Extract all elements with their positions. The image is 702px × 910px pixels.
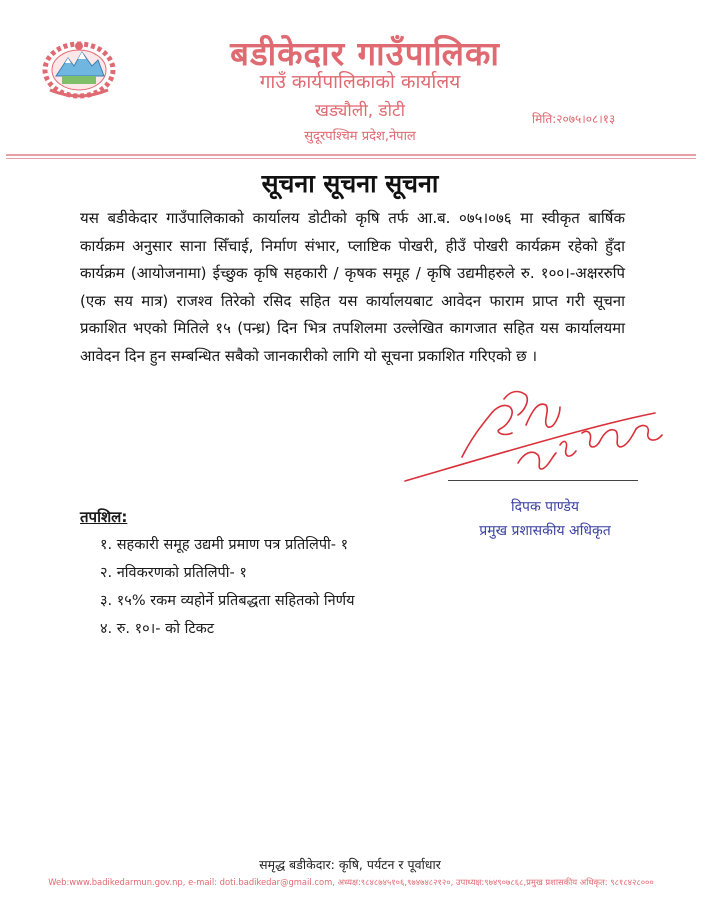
details-heading: तपशिल:	[80, 508, 128, 526]
office-title: गाउँ कार्यपालिकाको कार्यालय	[259, 71, 461, 93]
notice-body: यस बडीकेदार गाउँपालिकाको कार्यालय डोटीको कृषि तर्फ आ.ब. ०७५।०७६ मा स्वीकृत बार्षिक कार्यक्रम अनुसार साना सिँचाई, निर्माण संभार, प्लाष्टिक पोखरी, हीउँ पोखरी कार्यक्रम रहेको हुँदा कार्यक्रम (आयोजनामा) ईच्छुक कृषि सहकारी / कृषक समूह / कृषि उद्यमीहरुले रु. १००।-अक्षररुपि (एक सय मात्र) राजश्व तिरेको रसिद सहित यस कार्यालयबाट आवेदन फाराम प्राप्त गरी सूचना प्रकाशित भएको मितिले १५ (पन्ध्र) दिन भित्र तपशिलमा उल्लेखित कागजात सहित यस कार्यालयमा आवेदन दिन हुन सम्बन्धित सबैको जानकारीको लागि यो सूचना प्रकाशित गरिएको छ ।	[80, 209, 625, 365]
footer-slogan: समृद्ध बडीकेदार: कृषि, पर्यटन र पूर्वाधार	[259, 857, 441, 872]
list-item: १. सहकारी समूह उद्यमी प्रमाण पत्र प्रतिलिपी- १	[100, 537, 349, 553]
details-list	[100, 531, 460, 643]
header-divider-thin	[6, 158, 696, 159]
signatory-role: प्रमुख प्रशासकीय अधिकृत	[479, 523, 611, 539]
list-item: ४. रु. १०।- को टिकट	[100, 621, 215, 637]
province-line: सुदूरपश्चिम प्रदेश,नेपाल	[304, 129, 416, 144]
signature-line	[448, 480, 638, 481]
header-divider	[6, 154, 696, 156]
office-address: खड्यौली, डोटी	[315, 101, 405, 121]
notice-date: मिति:२०७५।०८।१३	[532, 112, 616, 126]
municipality-title: बडीकेदार गाउँपालिका	[230, 34, 500, 73]
list-item: २. नविकरणको प्रतिलिपी- १	[100, 565, 247, 581]
notice-title: सूचना सूचना सूचना	[261, 169, 439, 198]
nepal-government-emblem-icon	[40, 38, 118, 100]
list-item: ३. १५% रकम व्यहोर्ने प्रतिबद्धता सहितको निर्णय	[100, 593, 355, 609]
signatory-name: दिपक पाण्डेय	[510, 499, 580, 515]
handwritten-signature	[400, 385, 690, 495]
footer-contact: Web:www.badikedarmun.gov.np, e-mail: doti.badikedar@gmail.com, अध्यक्ष:९८४८७४५१०६,९७४७४८२१२०, उपाध्यक्ष:९७४९०७८६८,प्रमुख प्रशासकीय अधिकृत: ९८१८४२८०००	[48, 877, 654, 887]
